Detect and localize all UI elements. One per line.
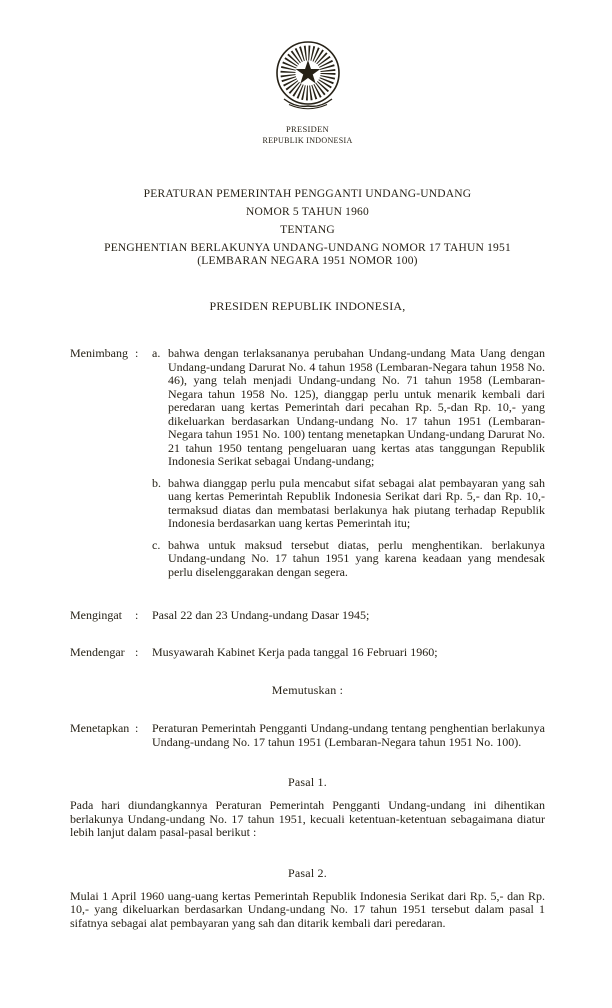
title-line-3: TENTANG	[280, 224, 335, 236]
clause-mengingat	[70, 609, 545, 623]
title-line-1: PERATURAN PEMERINTAH PENGGANTI UNDANG-UNDANG	[143, 188, 472, 200]
preamble: PRESIDEN REPUBLIK INDONESIA,	[209, 299, 406, 313]
pasal-1-text: Pada hari diundangkannya Peraturan Pemerintah Pengganti Undang-undang ini dihentikan berlakunya Undang-undang No. 17 tahun 1951, kecuali ketentuan-ketentuan sebagaimana diatur lebih lanjut dalam pasal-pasal berikut :	[70, 798, 545, 839]
clause-colon: :	[135, 608, 139, 622]
item-text-a: bahwa dengan terlaksananya perubahan Undang-undang Mata Uang dengan Undang-undang Darurat No. 4 tahun 1958 (Lembaran-Negara tahun 1958 No. 46), yang telah menjadi Undang-undang No. 71 tahun 1958 (Lembaran-Negara tahun 1958 No. 125), dianggap perlu untuk menarik kembali dari peredaran uang kertas Pemerintah dari pecahan Rp. 5,-dan Rp. 10,- yang dikeluarkan berdasarkan Undang-undang No. 17 tahun 1951 (Lembaran-Negara tahun 1951 No. 100) tentang menetapkan Undang-undang Darurat No. 21 tahun 1950 tentang pengeluaran uang kertas atas tanggungan Republik Indonesia Serikat sebagai Undang-undang;	[168, 346, 545, 468]
memutuskan-heading: Memutuskan :	[271, 683, 344, 697]
item-marker-b: b.	[152, 475, 161, 490]
clause-colon: :	[135, 721, 139, 735]
clause-colon: :	[135, 346, 139, 360]
pasal-1-heading: Pasal 1.	[288, 775, 327, 789]
document-title-block	[70, 188, 545, 268]
clause-body-menetapkan: Peraturan Pemerintah Pengganti Undang-undang tentang penghentian berlakunya Undang-undang No. 17 tahun 1951 (Lembaran-Negara tahun 1951 No. 100).	[152, 721, 545, 749]
item-text-c: bahwa untuk maksud tersebut diatas, perlu menghentikan. berlakunya Undang-undang No. 17 tahun 1951 yang karena keadaan yang mendesak perlu diselenggarakan dengan segera.	[168, 537, 545, 579]
clause-body-mengingat: Pasal 22 dan 23 Undang-undang Dasar 1945;	[152, 608, 370, 622]
pasal-2-heading: Pasal 2.	[288, 865, 327, 880]
clause-label-menimbang: Menimbang	[70, 346, 128, 360]
clause-menimbang	[70, 347, 545, 579]
presidential-seal	[70, 33, 545, 146]
clause-body-menimbang	[152, 347, 545, 579]
clause-mendengar	[70, 646, 545, 660]
seal-caption-republik-indonesia: REPUBLIK INDONESIA	[262, 136, 353, 145]
title-line-5: (LEMBARAN NEGARA 1951 NOMOR 100)	[197, 255, 418, 267]
consideration-item-c	[152, 539, 545, 580]
star-emblem-icon	[258, 33, 358, 117]
seal-caption	[70, 124, 545, 146]
clause-label-menetapkan: Menetapkan	[70, 721, 130, 735]
item-text-b: bahwa dianggap perlu pula mencabut sifat sebagai alat pembayaran yang sah uang kertas Pemerintah Republik Indonesia Serikat dari Rp. 5,- dan Rp. 10,- termaksud diatas dan membatasi berlakunya hak piutang terhadap Republik Indonesia berdasarkan uang kertas Pemerintah itu;	[168, 475, 545, 530]
title-line-2: NOMOR 5 TAHUN 1960	[246, 206, 369, 218]
clause-colon: :	[135, 644, 139, 659]
title-line-4: PENGHENTIAN BERLAKUNYA UNDANG-UNDANG NOMOR 17 TAHUN 1951	[104, 242, 511, 254]
consideration-item-a	[152, 347, 545, 469]
clause-label-mendengar: Mendengar	[70, 644, 125, 659]
item-marker-a: a.	[152, 346, 161, 360]
clause-label-mengingat: Mengingat	[70, 608, 122, 622]
clause-body-mendengar: Musyawarah Kabinet Kerja pada tanggal 16 Februari 1960;	[152, 644, 438, 659]
consideration-item-b	[152, 477, 545, 531]
clause-menetapkan	[70, 722, 545, 749]
seal-caption-presiden: PRESIDEN	[285, 124, 329, 134]
pasal-2-text: Mulai 1 April 1960 uang-uang kertas Pemerintah Republik Indonesia Serikat dari Rp. 5,- dan Rp. 10,- yang dikeluarkan berdasarkan Undang-undang No. 17 tahun 1951 tersebut dalam pasal 1 sifatnya sebagai alat pembayaran yang sah dan ditarik kembali dari peredaran.	[70, 888, 545, 930]
item-marker-c: c.	[152, 537, 161, 552]
